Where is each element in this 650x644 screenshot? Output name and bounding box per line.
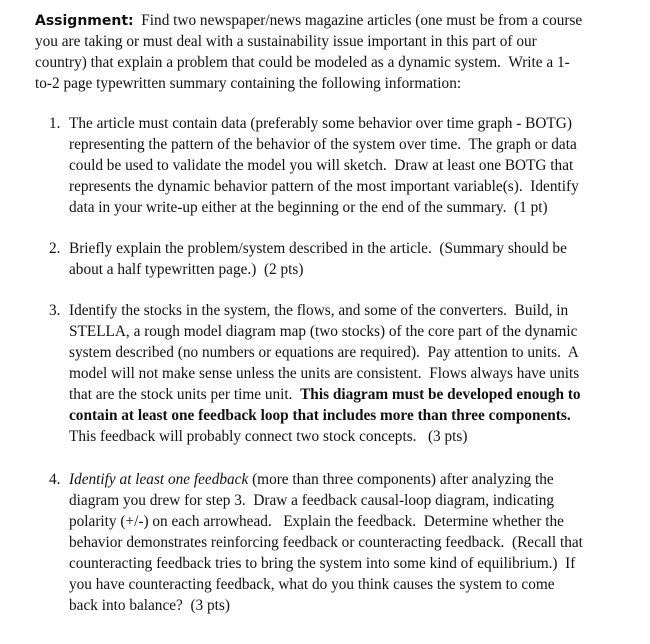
text-run: (more than three components) after analyzing the [248, 471, 554, 488]
text-run: STELLA, a rough model diagram map (two stocks) of the core part of the dynamic [69, 323, 578, 340]
text-line [35, 31, 537, 52]
text-run: data in your write-up either at the beginning or the end of the summary. (1 pt) [69, 199, 548, 216]
text-run: Identify the stocks in the system, the flows, and some of the converters. Build, in [69, 302, 569, 319]
text-run: back into balance? (3 pts) [69, 597, 230, 614]
text-line [69, 197, 548, 218]
text-run: about a half typewritten page.) (2 pts) [69, 261, 304, 278]
text-line [69, 469, 554, 490]
text-run: to-2 page typewritten summary containing the following information: [35, 75, 462, 92]
text-run: Briefly explain the problem/system described in the article. (Summary should be [69, 240, 567, 257]
text-line [35, 52, 570, 73]
text-line [35, 10, 582, 31]
item-number: 2. [49, 240, 61, 257]
text-line [69, 155, 573, 176]
text-line [69, 490, 554, 511]
text-line [69, 134, 577, 155]
assignment-label: Assignment: [35, 13, 134, 29]
text-run: contain at least one feedback loop that includes more than three components. [69, 407, 571, 424]
text-run: Identify at least one feedback [69, 471, 249, 488]
text-run: model will not make sense unless the units are consistent. Flows always have units [69, 365, 580, 382]
text-run: that are the stock units per time unit. [69, 386, 301, 403]
text-run: This diagram must be developed enough to [300, 386, 581, 403]
text-run: you are taking or must deal with a sustainability issue important in this part of our [35, 33, 537, 50]
text-run: system described (no numbers or equations are required). Pay attention to units. A [69, 344, 579, 361]
text-run: represents the dynamic behavior pattern of the most important variable(s). Identify [69, 178, 579, 195]
text-line [69, 574, 555, 595]
text-run: behavior demonstrates reinforcing feedback or counteracting feedback. (Recall that [69, 534, 583, 551]
text-line [69, 405, 571, 426]
text-run: This feedback will probably connect two stock concepts. (3 pts) [69, 428, 468, 445]
text-run: could be used to validate the model you will sketch. Draw at least one BOTG that [69, 157, 574, 174]
text-run: polarity (+/-) on each arrowhead. Explain the feedback. Determine whether the [69, 513, 564, 530]
text-run: country) that explain a problem that could be modeled as a dynamic system. Write a 1- [35, 54, 570, 71]
text-line [69, 511, 564, 532]
text-line [69, 532, 583, 553]
text-line [69, 176, 579, 197]
text-line [69, 300, 568, 321]
item-number: 1. [49, 115, 61, 132]
item-number: 4. [49, 471, 61, 488]
text-line [69, 595, 230, 616]
text-line [69, 384, 581, 405]
text-line [69, 259, 303, 280]
text-line [69, 113, 572, 134]
text-line [69, 426, 467, 447]
text-run: counteracting feedback tries to bring the system into some kind of equilibrium.) If [69, 555, 576, 572]
text-line [69, 321, 577, 342]
text-line [35, 73, 461, 94]
text-run: you have counteracting feedback, what do you think causes the system to come [69, 576, 555, 593]
text-run: The article must contain data (preferably some behavior over time graph - BOTG) [69, 115, 572, 132]
text-run: diagram you drew for step 3. Draw a feedback causal-loop diagram, indicating [69, 492, 555, 509]
text-line [69, 553, 575, 574]
text-line [69, 342, 579, 363]
text-line [69, 363, 579, 384]
text-line [69, 238, 567, 259]
text-run: Find two newspaper/news magazine articles (one must be from a course [133, 12, 583, 29]
item-number: 3. [49, 302, 61, 319]
text-run: representing the pattern of the behavior of the system over time. The graph or data [69, 136, 577, 153]
